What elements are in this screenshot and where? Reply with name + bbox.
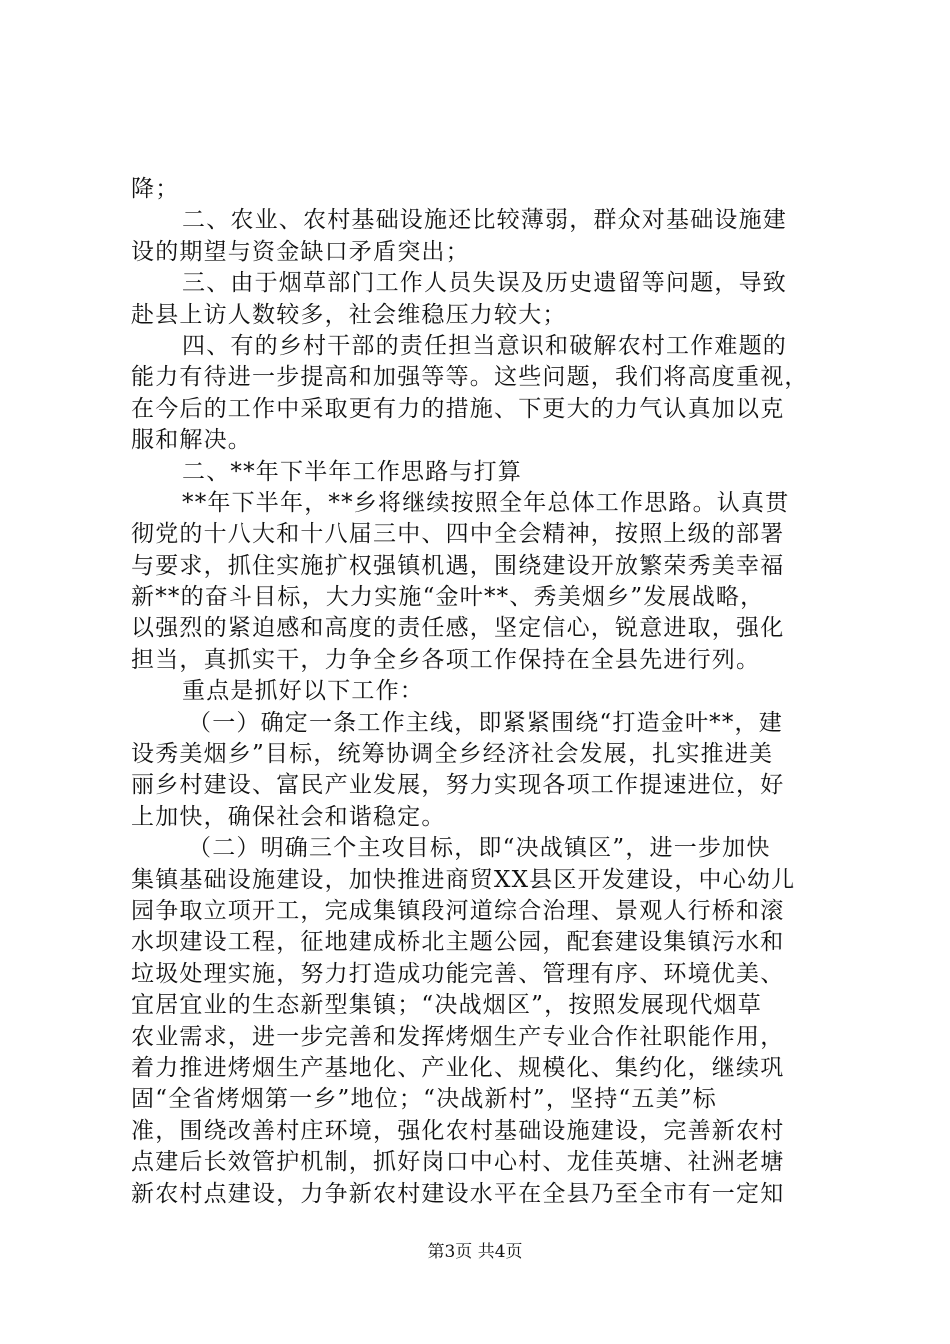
body-line: 新**的奋斗目标，大力实施“金叶**、秀美烟乡”发展战略，	[131, 584, 765, 611]
body-line: （一）确定一条工作主线，即紧紧围绕“打造金叶**，建	[188, 709, 783, 736]
body-line: 宜居宜业的生态新型集镇；“决战烟区”，按照发展现代烟草	[131, 992, 762, 1019]
body-line: 赴县上访人数较多，社会维稳压力较大；	[131, 301, 567, 328]
body-line: 设秀美烟乡”目标，统筹协调全乡经济社会发展，扎实推进美	[131, 741, 774, 768]
section-heading: 二、**年下半年工作思路与打算	[182, 458, 522, 485]
body-line: **年下半年，**乡将继续按照全年总体工作思路。认真贯	[182, 489, 790, 516]
document-body	[131, 174, 831, 1210]
body-line: （二）明确三个主攻目标，即“决战镇区”，进一步加快	[188, 835, 771, 862]
body-line: 点建后长效管护机制，抓好岗口中心村、龙佳英塘、社洲老塘	[131, 1149, 785, 1176]
body-line: 固“全省烤烟第一乡”地位；“决战新村”，坚持“五美”标	[131, 1086, 717, 1113]
body-line: 三、由于烟草部门工作人员失误及历史遗留等问题，导致	[182, 270, 787, 297]
body-line: 集镇基础设施建设，加快推进商贸XX县区开发建设，中心幼儿	[131, 866, 796, 893]
body-line: 农业需求，进一步完善和发挥烤烟生产专业合作社职能作用，	[131, 1023, 785, 1050]
body-line: 以强烈的紧迫感和高度的责任感，坚定信心，锐意进取，强化	[131, 615, 785, 642]
body-line: 彻党的十八大和十八届三中、四中全会精神，按照上级的部署	[131, 521, 785, 548]
body-line: 重点是抓好以下工作：	[182, 678, 424, 705]
body-line: 上加快，确保社会和谐稳定。	[131, 803, 446, 830]
body-line: 着力推进烤烟生产基地化、产业化、规模化、集约化，继续巩	[131, 1054, 785, 1081]
body-line: 在今后的工作中采取更有力的措施、下更大的力气认真加以克	[131, 395, 785, 422]
body-line: 水坝建设工程，征地建成桥北主题公园，配套建设集镇污水和	[131, 929, 785, 956]
body-line: 垃圾处理实施，努力打造成功能完善、管理有序、环境优美、	[131, 960, 785, 987]
body-line: 丽乡村建设、富民产业发展，努力实现各项工作提速进位，好	[131, 772, 785, 799]
body-line: 新农村点建设，力争新农村建设水平在全县乃至全市有一定知	[131, 1180, 785, 1207]
body-line: 准，围绕改善村庄环境，强化农村基础设施建设，完善新农村	[131, 1117, 785, 1144]
body-line: 设的期望与资金缺口矛盾突出；	[131, 238, 470, 265]
body-line: 园争取立项开工，完成集镇段河道综合治理、景观人行桥和滚	[131, 897, 785, 924]
body-line: 与要求，抓住实施扩权强镇机遇，围绕建设开放繁荣秀美幸福	[131, 552, 785, 579]
body-line: 能力有待进一步提高和加强等等。这些问题，我们将高度重视，	[131, 364, 809, 391]
page-number-footer: 第3页 共4页	[427, 1242, 523, 1262]
body-line: 降；	[131, 176, 180, 202]
body-line: 四、有的乡村干部的责任担当意识和破解农村工作难题的	[182, 332, 787, 359]
body-line: 担当，真抓实干，力争全乡各项工作保持在全县先进行列。	[131, 646, 761, 673]
body-line: 服和解决。	[131, 427, 252, 454]
body-line: 二、农业、农村基础设施还比较薄弱，群众对基础设施建	[182, 207, 787, 234]
